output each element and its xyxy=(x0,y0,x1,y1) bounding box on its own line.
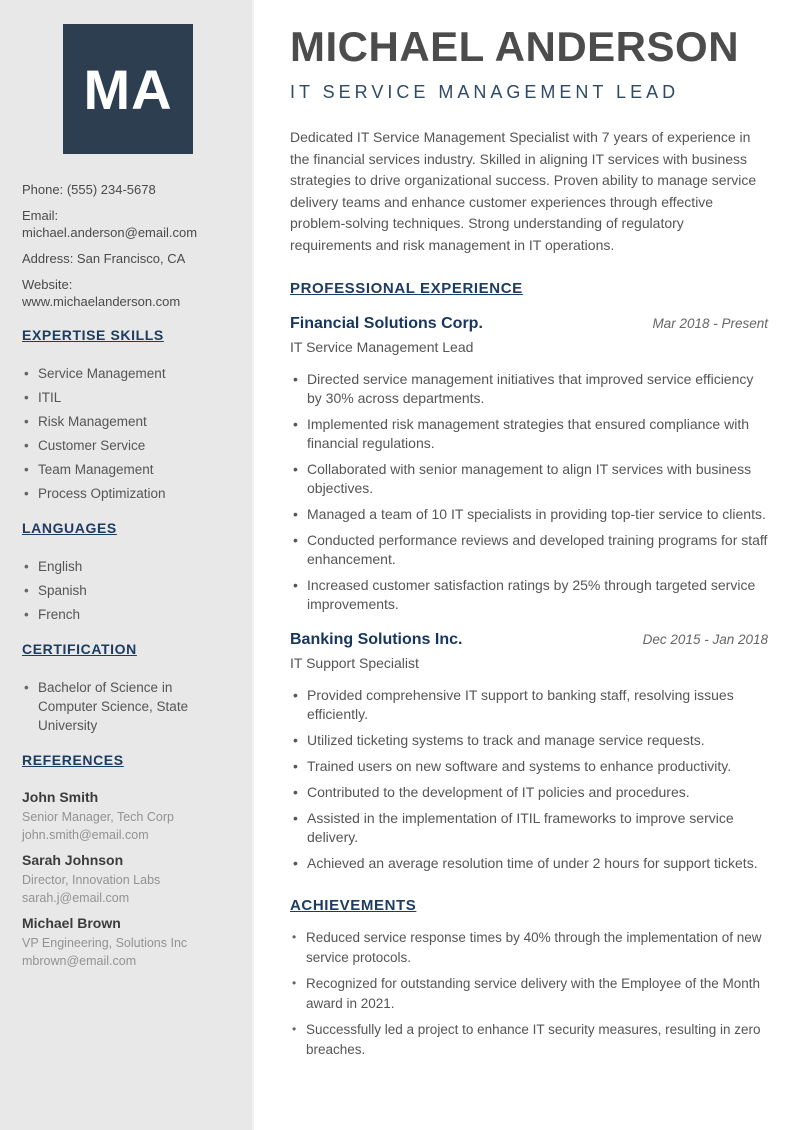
language-item: • Spanish xyxy=(22,581,234,600)
monogram-initials: MA xyxy=(83,57,173,121)
contact-address: Address: San Francisco, CA xyxy=(22,251,186,266)
job-header xyxy=(290,630,768,649)
job-role: IT Service Management Lead xyxy=(290,339,474,355)
references-section xyxy=(22,752,234,970)
reference-name: John Smith xyxy=(22,789,99,805)
certification-list xyxy=(22,678,234,735)
achievements-heading: ACHIEVEMENTS xyxy=(290,897,417,914)
company-name: Financial Solutions Corp. xyxy=(290,315,483,332)
job-entry xyxy=(290,314,768,614)
skill-item: • Team Management xyxy=(22,460,234,479)
job-bullet: • Directed service management initiatives that improved service efficiency by 30% across departments. xyxy=(290,370,768,408)
job-bullet-list xyxy=(290,686,768,873)
reference-person xyxy=(22,852,234,907)
job-bullet: • Trained users on new software and systems to enhance productivity. xyxy=(290,757,768,776)
reference-role: VP Engineering, Solutions Inc xyxy=(22,936,188,950)
references-heading: REFERENCES xyxy=(22,752,124,768)
skills-heading: EXPERTISE SKILLS xyxy=(22,327,164,343)
skill-item: • Service Management xyxy=(22,364,234,383)
monogram-badge xyxy=(63,24,193,154)
job-bullet: • Assisted in the implementation of ITIL frameworks to improve service delivery. xyxy=(290,809,768,847)
job-bullet: • Implemented risk management strategies that ensured compliance with financial regulations. xyxy=(290,415,768,453)
skills-section xyxy=(22,327,234,503)
main-content xyxy=(256,0,800,1060)
language-item: • French xyxy=(22,605,234,624)
job-dates: Mar 2018 - Present xyxy=(652,316,768,331)
company-name: Banking Solutions Inc. xyxy=(290,631,463,648)
language-item: • English xyxy=(22,557,234,576)
job-bullet: • Conducted performance reviews and developed training programs for staff enhancement. xyxy=(290,531,768,569)
job-bullet: • Provided comprehensive IT support to banking staff, resolving issues efficiently. xyxy=(290,686,768,724)
skill-item: • Customer Service xyxy=(22,436,234,455)
skill-item: • Process Optimization xyxy=(22,484,234,503)
reference-email: mbrown@email.com xyxy=(22,954,137,968)
reference-email: sarah.j@email.com xyxy=(22,891,130,905)
certification-item: • Bachelor of Science in Computer Science, State University xyxy=(22,678,234,735)
sidebar xyxy=(0,0,254,1130)
contact-block xyxy=(22,181,234,310)
achievement-item: • Reduced service response times by 40% through the implementation of new service protocols. xyxy=(290,928,768,968)
profile-summary: Dedicated IT Service Management Specialist with 7 years of experience in the financial services industry. Skilled in aligning IT services with business strategies to drive organizational success. Proven ability to manage service delivery teams and enhance customer experiences through effective problem-solving techniques. Strong understanding of regulatory requirements and risk management in IT operations. xyxy=(290,129,757,253)
skill-item: • Risk Management xyxy=(22,412,234,431)
reference-person xyxy=(22,789,234,844)
skills-list xyxy=(22,364,234,503)
candidate-title: IT SERVICE MANAGEMENT LEAD xyxy=(290,82,680,102)
certification-heading: CERTIFICATION xyxy=(22,641,137,657)
reference-email: john.smith@email.com xyxy=(22,828,149,842)
experience-heading: PROFESSIONAL EXPERIENCE xyxy=(290,280,523,297)
contact-email: Email: michael.anderson@email.com xyxy=(22,208,198,240)
achievements-list xyxy=(290,928,768,1060)
languages-list xyxy=(22,557,234,624)
job-header xyxy=(290,314,768,333)
job-bullet: • Managed a team of 10 IT specialists in providing top-tier service to clients. xyxy=(290,505,768,524)
job-dates: Dec 2015 - Jan 2018 xyxy=(642,632,768,647)
certification-section xyxy=(22,641,234,735)
job-bullet: • Achieved an average resolution time of under 2 hours for support tickets. xyxy=(290,854,768,873)
languages-section xyxy=(22,520,234,624)
reference-role: Director, Innovation Labs xyxy=(22,873,161,887)
contact-phone: Phone: (555) 234-5678 xyxy=(22,182,156,197)
reference-name: Michael Brown xyxy=(22,915,121,931)
reference-name: Sarah Johnson xyxy=(22,852,124,868)
job-bullet-list xyxy=(290,370,768,614)
job-entry xyxy=(290,630,768,873)
job-bullet: • Utilized ticketing systems to track and manage service requests. xyxy=(290,731,768,750)
skill-item: • ITIL xyxy=(22,388,234,407)
reference-role: Senior Manager, Tech Corp xyxy=(22,810,174,824)
candidate-name: MICHAEL ANDERSON xyxy=(290,23,740,70)
languages-heading: LANGUAGES xyxy=(22,520,117,536)
contact-website: Website: www.michaelanderson.com xyxy=(22,277,181,309)
job-bullet: • Collaborated with senior management to align IT services with business objectives. xyxy=(290,460,768,498)
achievement-item: • Successfully led a project to enhance IT security measures, resulting in zero breaches. xyxy=(290,1020,768,1060)
job-bullet: • Increased customer satisfaction ratings by 25% through targeted service improvements. xyxy=(290,576,768,614)
reference-person xyxy=(22,915,234,970)
job-bullet: • Contributed to the development of IT policies and procedures. xyxy=(290,783,768,802)
job-role: IT Support Specialist xyxy=(290,655,419,671)
achievement-item: • Recognized for outstanding service delivery with the Employee of the Month award in 2021. xyxy=(290,974,768,1014)
